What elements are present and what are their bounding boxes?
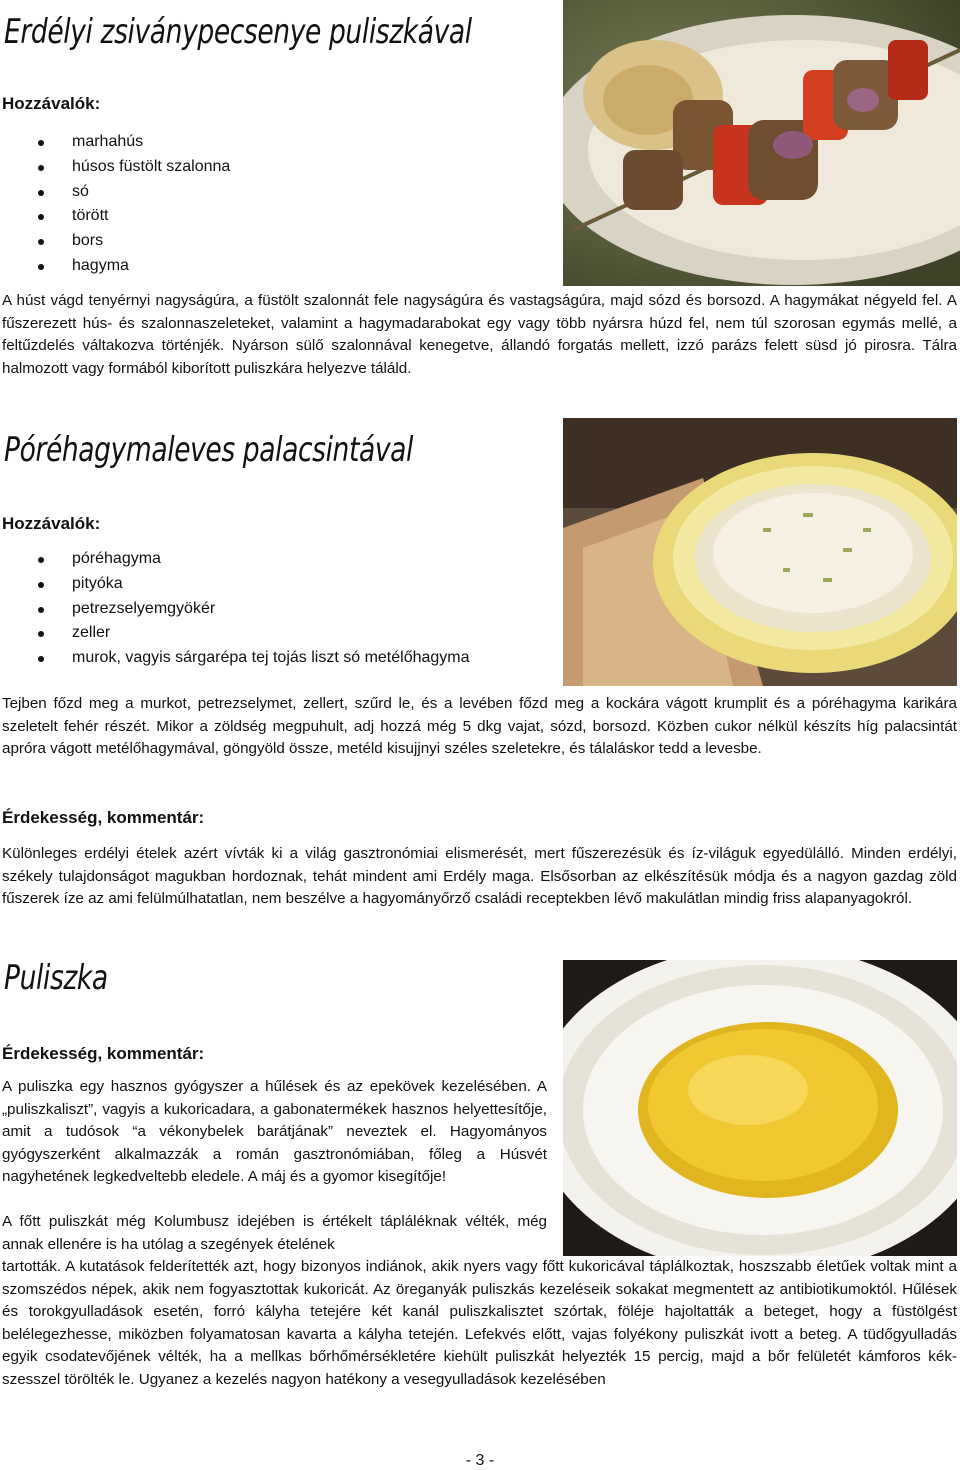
list-item: bors [0,229,230,254]
comment-heading: Érdekesség, kommentár: [2,1044,205,1063]
recipe-method: Tejben főzd meg a murkot, petrezselymet, zellert, szűrd le, és a levében főzd meg a kockára vágott krumplit és a póréhagyma karikára szeletelt fehér részét. Mikor a zöldség megpuhult, adj hozzá még 5 dkg vajat, sózd, borsozd. Közben cukor nélkül készíts híg palacsintát apróra vágott metélőhagymával, göngyöld össze, metéld kisujjnyi széles szeletekre, és tálaláskor tedd a levesbe. [2,695,957,758]
soup-photo [563,418,957,686]
comment-text: tartották. A kutatások felderítették azt, hogy bizonyos indiánok, akik nyers vagy főtt kukoricával táplálkoztak, hoszszabb életűek voltak mint a szomszédos népek, akik nem fogyasztottak kukoricát. Az öreganyák puliszkás kezeléseik sokakat megmentett az antibiotikumoktól. Hűlések és torokgyulladások esetén, forró kályha tetejére két kanál puliszkalisztet szórtak, föléje hajoltatták a beteget, hogy a füstölgést belélegezhesse, miközben folyamatosan kavarta a kályha tetején. Lefekvés előtt, vajas folyékony puliszkát ivott a beteg. A tüdőgyulladás egyik csodatevőjének vélték, ha a mellkas bőrhőmérsékletére kiehült puliszkát helyezték 15 percig, majd a bőr felületét kámforos kék-szesszel törölték le. Ugyanez a kezelés nagyon hatékony a vesegyulladások kezelésében [2,1258,957,1388]
recipe-title-puliszka: Puliszka [4,958,108,998]
list-item: marhahús [0,130,230,155]
comment-text: Különleges erdélyi ételek azért vívták ki a világ gasztronómiai elismerését, mert fűszerezésük és íz-világuk egyedülálló. Minden erdélyi, székely tulajdonságot magukban hordoznak, tehát mindent ami Erdély maga. Elsősorban az elkészítésük módja és a nagyon gazdag zöld fűszerek íze az ami felülmúlhatatlan, nem beszélve a hagyományőrző családi receptekben lévő makulátlan mindig friss alapanyagokról. [2,845,957,908]
recipe-method: A húst vágd tenyérnyi nagyságúra, a füstölt szalonnát fele nagyságúra és vastagságúra, majd sózd és borsozd. A hagymákat négyeld fel. A fűszerezett hús- és szalonnaszeleteket, valamint a hagymadarabokat egy vagy több nyársra húzd fel, nem túl szorosan egymás mellé, a feltűzdelés váltakozva történjék. Nyárson sülő szalonnával kenegetve, állandó forgatás mellett, izzó parázs felett süsd jó pirosra. Tálra halmozott vagy formából kiborított puliszkára helyezve táláld. [2,292,957,377]
skewer-photo [563,0,960,286]
comment-heading: Érdekesség, kommentár: [2,808,205,827]
ingredients-list [0,130,230,279]
list-item: hagyma [0,254,230,279]
comment-text: A főtt puliszkát még Kolumbusz idejében is értékelt tápláléknak vélték, még annak ellenére is ha utólag a szegények ételének [2,1213,547,1253]
recipe-title-zsivanypecsenye: Erdélyi zsiványpecsenye puliszkával [4,12,472,52]
list-item: só [0,180,230,205]
list-item: törött [0,204,230,229]
page-number: - 3 - [465,1452,495,1469]
list-item: póréhagyma [0,547,470,572]
list-item: murok, vagyis sárgarépa tej tojás liszt só metélőhagyma [0,646,470,671]
puliszka-photo [563,960,957,1256]
ingredients-heading: Hozzávalók: [2,514,101,533]
list-item: petrezselyemgyökér [0,597,470,622]
comment-text: A puliszka egy hasznos gyógyszer a hűlések és az epekövek kezelésében. A „puliszkaliszt”, vagyis a kukoricadara, a gabonatermékek hasznos helyettesítője, amit a tudósok “a vékonybelek barátjának” neveztek el. Hagyományos gyógyszerként alkalmazzák a román gasztronómiában, főleg a Húsvét nagyhetének legkedveltebb eledele. A máj és a gyomor kisegítője! [2,1078,547,1186]
recipe-title-porehagymaleves: Póréhagymaleves palacsintával [4,430,413,470]
list-item: zeller [0,621,470,646]
ingredients-heading: Hozzávalók: [2,94,101,113]
list-item: pityóka [0,572,470,597]
list-item: húsos füstölt szalonna [0,155,230,180]
ingredients-list [0,547,470,671]
